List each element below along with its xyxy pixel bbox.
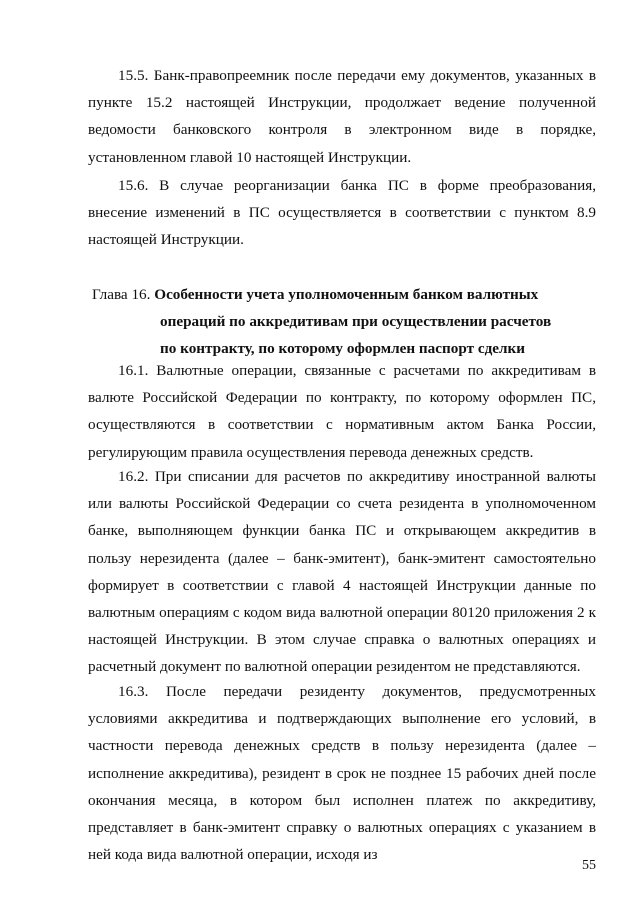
chapter-title-line-3: по контракту, по которому оформлен паспорт сделки	[160, 340, 526, 358]
chapter-heading-line-1	[92, 281, 612, 308]
paragraph-15-5: 15.5. Банк-правопреемник после передачи ему документов, указанных в пункте 15.2 настоящей Инструкции, продолжает ведение полученной ведомости банковского контроля в электронном виде в порядке, установленном главой 10 настоящей Инструкции.	[88, 67, 596, 166]
page-number: 55	[582, 858, 596, 873]
paragraph-16-2: 16.2. При списании для расчетов по аккредитиву иностранной валюты или валюты Российской Федерации со счета резидента в уполномоченном банке, выполняющем функции банка ПС и открывающем аккредитив в пользу нерезидента (далее – банк-эмитент), банк-эмитент самостоятельно формирует в соответствии с главой 4 настоящей Инструкции данные по валютным операциям с кодом вида валютной операции 80120 приложения 2 к настоящей Инструкции. В этом случае справка о валютных операциях и расчетный документ по валютной операции резидентом не представляются.	[88, 468, 596, 676]
chapter-heading	[92, 281, 612, 363]
paragraph-15-6: 15.6. В случае реорганизации банка ПС в форме преобразования, внесение изменений в ПС осуществляется в соответствии с пунктом 8.9 настоящей Инструкции.	[88, 177, 596, 249]
chapter-title-line-1: Особенности учета уполномоченным банком валютных	[154, 286, 539, 303]
chapter-label: Глава 16.	[92, 286, 151, 303]
paragraph-16-1: 16.1. Валютные операции, связанные с расчетами по аккредитивам в валюте Российской Федерации по контракту, по которому оформлен ПС, осуществляются в соответствии с нормативным актом Банка России, регулирующим правила осуществления перевода денежных средств.	[88, 362, 596, 461]
paragraph-16-3: 16.3. После передачи резиденту документов, предусмотренных условиями аккредитива и подтверждающих выполнение его условий, в частности перевода денежных средств в пользу нерезидента (далее – исполнение аккредитива), резидент в срок не позднее 15 рабочих дней после окончания месяца, в котором был исполнен платеж по аккредитиву, представляет в банк-эмитент справку о валютных операциях с указанием в ней кода вида валютной операции, исходя из	[88, 683, 596, 864]
chapter-title-line-2: операций по аккредитивам при осуществлении расчетов	[160, 313, 552, 331]
